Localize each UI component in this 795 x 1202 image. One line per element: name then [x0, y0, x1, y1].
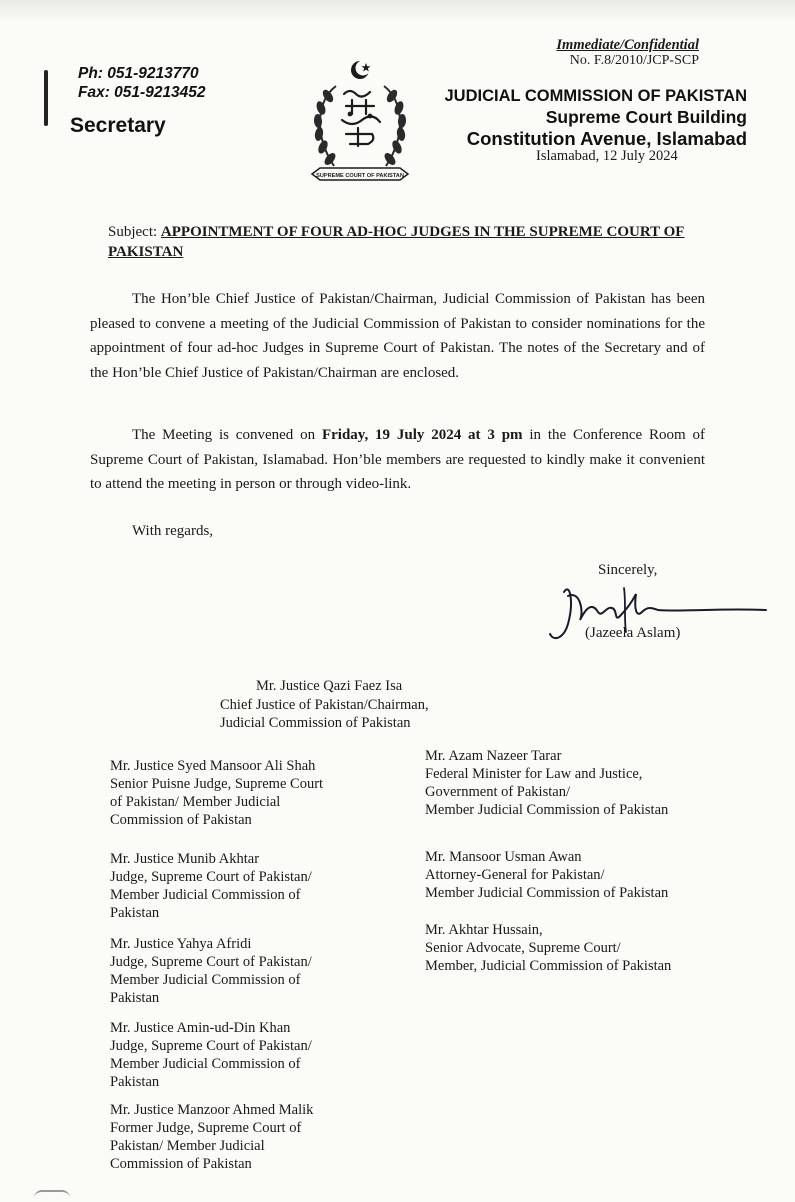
organisation-name: JUDICIAL COMMISSION OF PAKISTAN [444, 87, 747, 105]
member-title-line: Judge, Supreme Court of Pakistan/ [110, 954, 312, 970]
member-title-line: Commission of Pakistan [110, 1156, 252, 1172]
member-entry [110, 1019, 312, 1091]
member-entry [425, 747, 668, 819]
crescent-star-icon [351, 61, 371, 80]
subject-text: APPOINTMENT OF FOUR AD-HOC JUDGES IN THE SUPREME COURT OF PAKISTAN [108, 224, 685, 260]
member-title-line: Government of Pakistan/ [425, 784, 570, 800]
file-number: No. F.8/2010/JCP-SCP [569, 53, 699, 68]
member-title-line: Pakistan [110, 905, 160, 921]
letter-date: Islamabad, 12 July 2024 [536, 148, 678, 164]
calligraphy-emblem [342, 91, 380, 146]
member-entry [110, 757, 323, 829]
chairman-title: Chief Justice of Pakistan/Chairman, [220, 696, 429, 713]
member-entry [110, 1101, 313, 1173]
member-title-line: Attorney-General for Pakistan/ [425, 867, 605, 883]
address-street: Constitution Avenue, Islamabad [466, 128, 747, 149]
signatory-name: (Jazeela Aslam) [585, 625, 681, 641]
member-title-line: Pakistan [110, 1074, 160, 1090]
member-title-line: Federal Minister for Law and Justice, [425, 766, 643, 782]
chairman-title-2: Judicial Commission of Pakistan [220, 715, 411, 731]
member-title-line: of Pakistan/ Member Judicial [110, 794, 281, 810]
address-building: Supreme Court Building [545, 107, 747, 127]
member-title-line: Member Judicial Commission of [110, 972, 301, 988]
state-emblem [306, 56, 414, 190]
office-title: Secretary [70, 114, 166, 137]
body-paragraph-2 [90, 423, 705, 497]
member-name: Mr. Justice Yahya Afridi [110, 936, 252, 952]
member-title-line: Member, Judicial Commission of Pakistan [425, 958, 672, 974]
contact-block [78, 64, 206, 102]
handwritten-signature [540, 572, 770, 660]
member-name: Mr. Justice Manzoor Ahmed Malik [110, 1102, 314, 1118]
reference-block [556, 37, 699, 69]
scan-corner-mark [34, 1190, 70, 1202]
phone-number: Ph: 051-9213770 [78, 65, 199, 82]
fax-number: Fax: 051-9213452 [78, 84, 206, 101]
chairman-block [220, 677, 429, 733]
member-title-line: Member Judicial Commission of [110, 887, 301, 903]
member-name: Mr. Akhtar Hussain, [425, 922, 543, 938]
member-title-line: Member Judicial Commission of [110, 1056, 301, 1072]
member-title-line: Pakistan [110, 990, 160, 1006]
meeting-intro: The Meeting is convened on [132, 427, 322, 443]
member-title-line: Judge, Supreme Court of Pakistan/ [110, 1038, 312, 1054]
member-entry [110, 935, 312, 1007]
member-title-line: Member Judicial Commission of Pakistan [425, 885, 669, 901]
regards-line: With regards, [132, 523, 214, 539]
body-paragraph-1: The Hon’ble Chief Justice of Pakistan/Chairman, Judicial Commission of Pakistan has been pleased to convene a meeting of the Judicial Commission of Pakistan to consider nominations for the appointment of four ad-hoc Judges in Supreme Court of Pakistan. The notes of the Secretary and of the Hon’ble Chief Justice of Pakistan/Chairman are enclosed. [90, 291, 705, 381]
member-name: Mr. Justice Syed Mansoor Ali Shah [110, 758, 316, 774]
scan-top-strip [0, 0, 795, 22]
member-entry [425, 921, 671, 975]
member-name: Mr. Mansoor Usman Awan [425, 849, 582, 865]
member-entry [110, 850, 312, 922]
ribbon-text: SUPREME COURT OF PAKISTAN [316, 173, 404, 179]
member-title-line: Commission of Pakistan [110, 812, 252, 828]
closing-line: Sincerely, [598, 562, 658, 578]
organisation-header [444, 86, 747, 150]
subject-label: Subject: [108, 224, 158, 240]
priority-label: Immediate/Confidential [556, 37, 699, 53]
member-title-line: Judge, Supreme Court of Pakistan/ [110, 869, 312, 885]
wreath-icon [313, 86, 406, 167]
ribbon-banner [312, 168, 408, 180]
member-title-line: Former Judge, Supreme Court of [110, 1120, 302, 1136]
member-title-line: Senior Puisne Judge, Supreme Court [110, 776, 324, 792]
meeting-datetime: Friday, 19 July 2024 at 3 pm [321, 427, 523, 443]
subject-line [108, 222, 728, 262]
meeting-details: in the Conference Room of Supreme Court of Pakistan, Islamabad. Hon’ble members are requested to kindly make it convenient to attend the meeting in person or through video-link. [90, 427, 705, 492]
chairman-name: Mr. Justice Qazi Faez Isa [256, 678, 403, 694]
member-name: Mr. Justice Amin-ud-Din Khan [110, 1020, 291, 1036]
member-entry [425, 848, 668, 902]
scan-edge-mark [44, 70, 48, 126]
member-title-line: Member Judicial Commission of Pakistan [425, 802, 669, 818]
member-name: Mr. Justice Munib Akhtar [110, 851, 260, 867]
member-title-line: Pakistan/ Member Judicial [110, 1138, 265, 1154]
member-title-line: Senior Advocate, Supreme Court/ [425, 940, 621, 956]
member-name: Mr. Azam Nazeer Tarar [425, 748, 562, 764]
